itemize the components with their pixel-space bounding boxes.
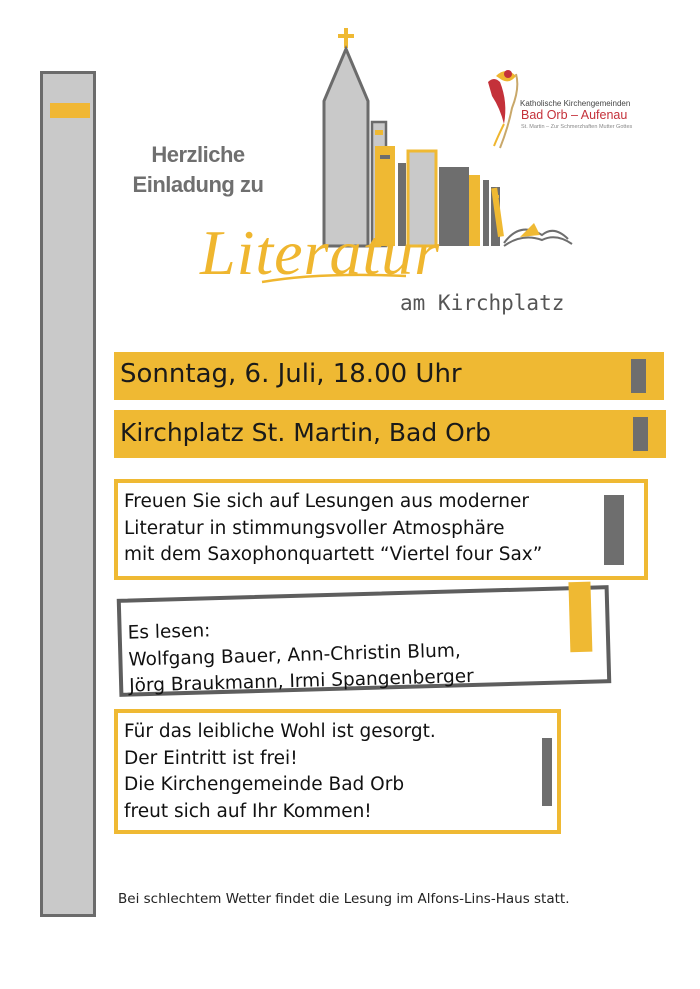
description-text <box>124 489 542 569</box>
parish-logo-icon <box>482 68 524 150</box>
info-text <box>124 719 436 825</box>
invite-line-1: Herzliche <box>151 142 245 167</box>
info-line: Für das leibliche Wohl ist gesorgt. <box>124 721 436 742</box>
subtitle-kirchplatz: am Kirchplatz <box>400 291 565 315</box>
description-box <box>114 479 648 580</box>
info-line: Der Eintritt ist frei! <box>124 747 298 769</box>
logo-text-line-1: Katholische Kirchengemeinden <box>520 99 631 108</box>
description-line: Freuen Sie sich auf Lesungen aus moderner <box>124 491 529 512</box>
readers-line: Wolfgang Bauer, Ann-Christin Blum, <box>128 639 461 671</box>
logo-text-line-2: Bad Orb – Aufenau <box>521 108 628 122</box>
readers-line: Jörg Braukmann, Irmi Spangenberger <box>128 665 474 697</box>
date-banner <box>114 352 664 400</box>
info-line: Die Kirchengemeinde Bad Orb <box>124 774 405 795</box>
event-date: Sonntag, 6. Juli, 18.00 Uhr <box>120 359 462 389</box>
weather-note: Bei schlechtem Wetter findet die Lesung im Alfons-Lins-Haus statt. <box>118 891 570 907</box>
readers-text <box>127 611 474 700</box>
event-place: Kirchplatz St. Martin, Bad Orb <box>120 418 491 447</box>
title-swash-decoration <box>260 268 410 288</box>
box-tab <box>542 738 552 806</box>
spine-marker <box>50 103 90 118</box>
banner-tab <box>631 359 646 393</box>
book-spine-decoration <box>40 71 96 917</box>
cross-icon <box>338 28 354 48</box>
title-literatur: Literatur <box>200 217 441 288</box>
box-tab <box>604 495 624 565</box>
invite-line-2: Einladung zu <box>132 172 264 197</box>
place-banner <box>114 410 666 458</box>
info-box <box>114 709 561 834</box>
readers-box <box>117 585 612 697</box>
invitation-heading <box>108 140 288 200</box>
description-line: Literatur in stimmungsvoller Atmosphäre <box>124 517 505 539</box>
info-line: freut sich auf Ihr Kommen! <box>124 800 372 822</box>
description-line: mit dem Saxophonquartett “Viertel four Sax” <box>124 544 543 565</box>
readers-line: Es lesen: <box>127 620 211 644</box>
box-tab <box>568 582 592 653</box>
banner-tab <box>633 417 648 451</box>
logo-text-line-3: St. Martin – Zur Schmerzhaften Mutter Gottes <box>521 124 633 130</box>
